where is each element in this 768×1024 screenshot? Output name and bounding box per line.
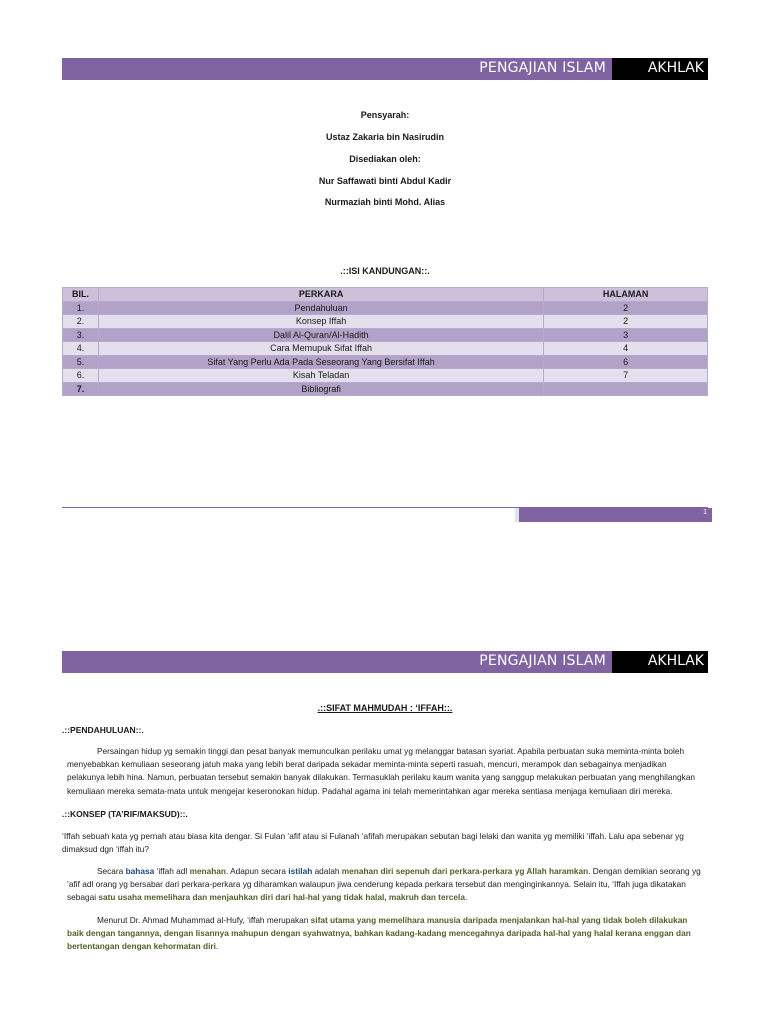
toc-title: .::ISI KANDUNGAN::. bbox=[340, 266, 430, 276]
page-number-box bbox=[515, 508, 712, 522]
toc-row bbox=[63, 328, 708, 342]
paragraph-pendahuluan bbox=[67, 745, 703, 798]
toc-perkara: Pendahuluan bbox=[98, 301, 543, 315]
highlight-definition: sifat utama yang memelihara manusia daripada menjalankan hal-hal yang tidak boleh dilakukan baik dengan tangannya, dengan lisannya mahupun dengan syahwatnya, bahkan kadang-kadang mencegahnya daripada hal-hal yang halal kerana enggan dan bertentangan dengan kehormatan diri bbox=[67, 915, 691, 952]
page-number: 1 bbox=[703, 509, 707, 516]
toc-halaman: 2 bbox=[544, 301, 708, 315]
toc-header-bil: BIL. bbox=[63, 288, 99, 302]
heading-pendahuluan: .::PENDAHULUAN::. bbox=[62, 725, 144, 735]
lecturer-name: Ustaz Zakaria bin Nasirudin bbox=[325, 132, 445, 142]
text-run: . bbox=[464, 892, 468, 903]
lecturer-label: Pensyarah: bbox=[360, 110, 410, 120]
toc-perkara: Konsep Iffah bbox=[98, 315, 543, 329]
toc-perkara: Bibliografi bbox=[98, 382, 543, 396]
section-title: .::SIFAT MAHMUDAH : ‘IFFAH::. bbox=[317, 703, 453, 713]
toc-halaman: 7 bbox=[544, 369, 708, 383]
highlight-definition: satu usaha memelihara dan menjauhkan diri dari hal-hal yang tidak halal, makruh dan tercela bbox=[98, 892, 465, 903]
header-subject: PENGAJIAN ISLAM bbox=[479, 60, 606, 76]
text-run: . Dengan demikian seorang yg ‘afif adl orang yg bersabar dari perkara-perkara yg diharamkan walaupun jiwa cenderung kepada perkara tersebut dan menginginkannya. Selain itu, ‘Iffah juga dikatakan sebagai bbox=[67, 866, 701, 903]
toc-halaman: 6 bbox=[544, 355, 708, 369]
toc-halaman: 3 bbox=[544, 328, 708, 342]
toc-perkara: Sifat Yang Perlu Ada Pada Seseorang Yang Bersifat Iffah bbox=[98, 355, 543, 369]
toc-bil: 1. bbox=[63, 301, 99, 315]
highlight-definition: menahan diri sepenuh dari perkara-perkara yg Allah haramkan bbox=[341, 866, 589, 876]
page-header-2 bbox=[62, 651, 708, 673]
toc-header-halaman: HALAMAN bbox=[544, 288, 708, 302]
highlight-term: bahasa bbox=[125, 866, 155, 876]
prepared-label: Disediakan oleh: bbox=[349, 154, 421, 164]
header-topic: AKHLAK bbox=[647, 653, 704, 669]
author-1: Nur Saffawati binti Abdul Kadir bbox=[318, 176, 452, 186]
toc-row bbox=[63, 369, 708, 383]
toc-halaman: 4 bbox=[544, 342, 708, 356]
author-2: Nurmaziah binti Mohd. Alias bbox=[324, 197, 446, 207]
header-subject: PENGAJIAN ISLAM bbox=[479, 653, 606, 669]
toc-table bbox=[62, 287, 708, 396]
text-run: Menurut Dr. Ahmad Muhammad al-Hufy, ‘iffah merupakan bbox=[97, 915, 311, 925]
toc-row bbox=[63, 382, 708, 396]
toc-halaman: 2 bbox=[544, 315, 708, 329]
paragraph-text: Persaingan hidup yg semakin tinggi dan pesat banyak memunculkan perilaku umat yg melanggar batasan syariat. Apabila perbuatan suka meminta-minta boleh menyebabkan kemuliaan seseorang jatuh maka yang lebih berat daripada sekadar meminta-minta seperti rasuah, mencuri, merampok dan sebagainya menjadikan pelakunya lebih hina. Namun, perbuatan tersebut semakin banyak dilakukan. Termasuklah perilaku kaum wanita yang sanggup melakukan perbuatan yang menghilangkan kemuliaan mereka semata-mata untuk mengejar keseronokan hidup. Padahal agama ini telah memerintahkan agar mereka sentiasa menjaga kemuliaan diri mereka. bbox=[67, 746, 696, 796]
toc-bil: 2. bbox=[63, 315, 99, 329]
highlight-term: istilah bbox=[288, 866, 313, 876]
toc-row bbox=[63, 355, 708, 369]
paragraph-konsep-hufy bbox=[67, 914, 703, 954]
text-run: Secara bbox=[97, 866, 126, 876]
toc-perkara: Kisah Teladan bbox=[98, 369, 543, 383]
toc-bil: 5. bbox=[63, 355, 99, 369]
toc-row bbox=[63, 301, 708, 315]
toc-halaman bbox=[544, 382, 708, 396]
toc-row bbox=[63, 342, 708, 356]
paragraph-konsep-definition bbox=[67, 865, 703, 905]
text-run: . Adapun secara bbox=[226, 866, 289, 876]
toc-bil: 3. bbox=[63, 328, 99, 342]
text-run: . bbox=[215, 941, 219, 952]
toc-header-row bbox=[63, 288, 708, 302]
header-topic: AKHLAK bbox=[647, 60, 704, 76]
text-run: adalah bbox=[312, 866, 342, 876]
toc-perkara: Dalil Al-Quran/Al-Hadith bbox=[98, 328, 543, 342]
toc-bil: 7. bbox=[63, 382, 99, 396]
toc-row bbox=[63, 315, 708, 329]
toc-perkara: Cara Memupuk Sifat Iffah bbox=[98, 342, 543, 356]
text-run: ‘iffah adl bbox=[154, 866, 190, 876]
heading-konsep: .::KONSEP (TA’RIF/MAKSUD)::. bbox=[62, 809, 188, 819]
toc-header-perkara: PERKARA bbox=[98, 288, 543, 302]
highlight-definition: menahan bbox=[189, 866, 226, 876]
paragraph-konsep-intro: ‘Iffah sebuah kata yg pernah atau biasa kita dengar. Si Fulan ‘afif atau si Fulanah ‘afifah merupakan sebutan bagi lelaki dan wanita yg memiliki ‘iffah. Lalu apa sebenar yg dimaksud dgn ‘iffah itu? bbox=[62, 831, 684, 855]
page-header bbox=[62, 58, 708, 80]
toc-bil: 6. bbox=[63, 369, 99, 383]
toc-bil: 4. bbox=[63, 342, 99, 356]
